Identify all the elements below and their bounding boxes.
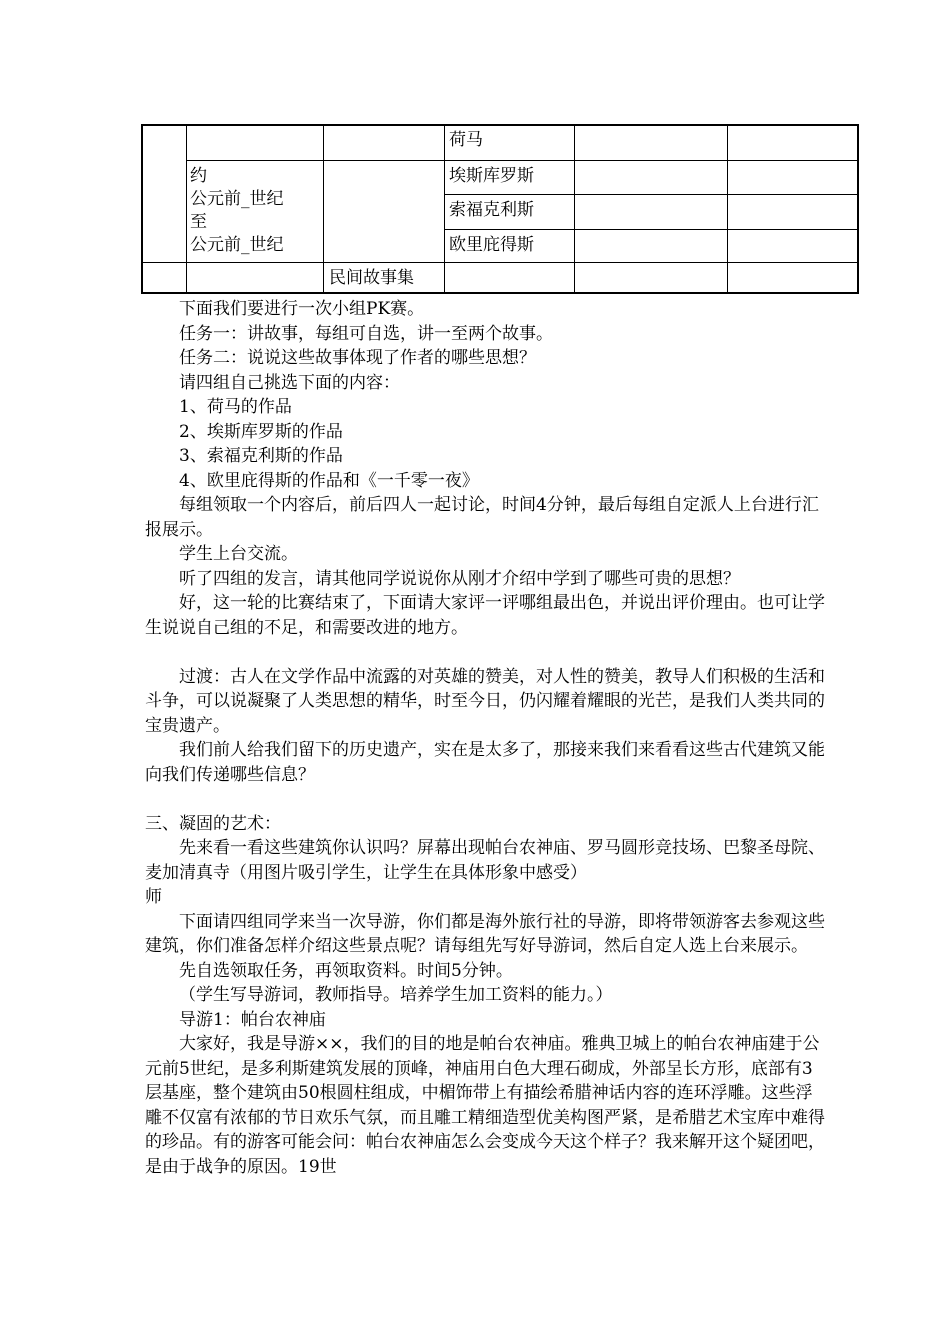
table-col-divider (574, 126, 575, 292)
period-line: 公元前_世纪 (190, 189, 284, 209)
period-line: 约 (190, 166, 207, 186)
blank-line (145, 787, 825, 812)
paragraph: 先自选领取任务，再领取资料。时间5分钟。 (179, 960, 513, 981)
paragraph: 大家好，我是导游××，我们的目的地是帕台农神庙。雅典卫城上的帕台农神庙建于公元前5世纪，是多利斯建筑发展的顶峰，神庙用白色大理石砌成，外部呈长方形，底部有3层基座，整个建筑由50根圆柱组成，中楣饰带上有描绘希腊神话内容的连环浮雕。这些浮雕不仅富有浓郁的节日欢乐气氛，而且雕工精细造型优美构图严紧，是希腊艺术宝库中难得的珍品。有的游客可能会问：帕台农神庙怎么会变成今天这个样子？我来解开这个疑团吧，是由于战争的原因。19世 (145, 1034, 825, 1177)
paragraph: 任务二：说说这些故事体现了作者的哪些思想？ (179, 348, 536, 368)
paragraph: 1、荷马的作品 (179, 397, 292, 417)
paragraph: 学生上台交流。 (179, 544, 298, 564)
literature-table (141, 124, 859, 294)
paragraph: 听了四组的发言，请其他同学说说你从刚才介绍中学到了哪些可贵的思想？ (179, 568, 740, 589)
lesson-body-text (145, 297, 825, 1179)
period-line: 至 (190, 212, 207, 232)
paragraph: 师 (145, 887, 162, 907)
paragraph: 下面我们要进行一次小组PK赛。 (179, 299, 425, 319)
paragraph: 我们前人给我们留下的历史遗产，实在是太多了，那接来我们来看看这些古代建筑又能向我们传递哪些信息？ (145, 740, 825, 785)
paragraph: 导游1：帕台农神庙 (179, 1009, 326, 1030)
table-col-divider (186, 126, 187, 292)
table-row-divider (444, 194, 859, 195)
table-row-divider (444, 229, 859, 230)
table-col-divider (323, 126, 324, 292)
category-folk-tales: 民间故事集 (329, 268, 414, 288)
table-row-divider (143, 262, 859, 263)
blank-line (145, 640, 825, 665)
paragraph: （学生写导游词，教师指导。培养学生加工资料的能力。） (179, 985, 613, 1005)
period-line: 公元前_世纪 (190, 235, 284, 255)
paragraph: 下面请四组同学来当一次导游，你们都是海外旅行社的导游，即将带领游客去参观这些建筑，你们准备怎样介绍这些景点呢？请每组先写好导游词，然后自定人选上台来展示。 (145, 911, 825, 956)
table-col-divider (727, 126, 728, 292)
table-row-divider (186, 160, 859, 161)
author-euripides: 欧里庇得斯 (449, 235, 534, 255)
paragraph: 3、索福克利斯的作品 (179, 446, 343, 466)
paragraph: 2、埃斯库罗斯的作品 (179, 421, 343, 442)
table-col-divider (444, 126, 445, 292)
paragraph: 好，这一轮的比赛结束了，下面请大家评一评哪组最出色，并说出评价理由。也可让学生说说自己组的不足，和需要改进的地方。 (145, 593, 825, 638)
paragraph: 先来看一看这些建筑你认识吗？屏幕出现帕台农神庙、罗马圆形竞技场、巴黎圣母院、麦加清真寺（用图片吸引学生，让学生在具体形象中感受） (145, 838, 825, 883)
paragraph: 三、凝固的艺术： (145, 813, 281, 834)
paragraph: 任务一：讲故事，每组可自选，讲一至两个故事。 (179, 323, 553, 344)
paragraph: 每组领取一个内容后，前后四人一起讨论，时间4分钟，最后每组自定派人上台进行汇报展示。 (145, 495, 819, 540)
paragraph: 请四组自己挑选下面的内容： (179, 372, 400, 393)
paragraph: 4、欧里庇得斯的作品和《一千零一夜》 (179, 470, 479, 491)
author-homer: 荷马 (449, 130, 483, 150)
author-aeschylus: 埃斯库罗斯 (449, 166, 534, 186)
author-sophocles: 索福克利斯 (449, 200, 534, 220)
paragraph: 过渡：古人在文学作品中流露的对英雄的赞美，对人性的赞美，教导人们积极的生活和斗争，可以说凝聚了人类思想的精华，时至今日，仍闪耀着耀眼的光芒，是我们人类共同的宝贵遗产。 (145, 666, 825, 736)
